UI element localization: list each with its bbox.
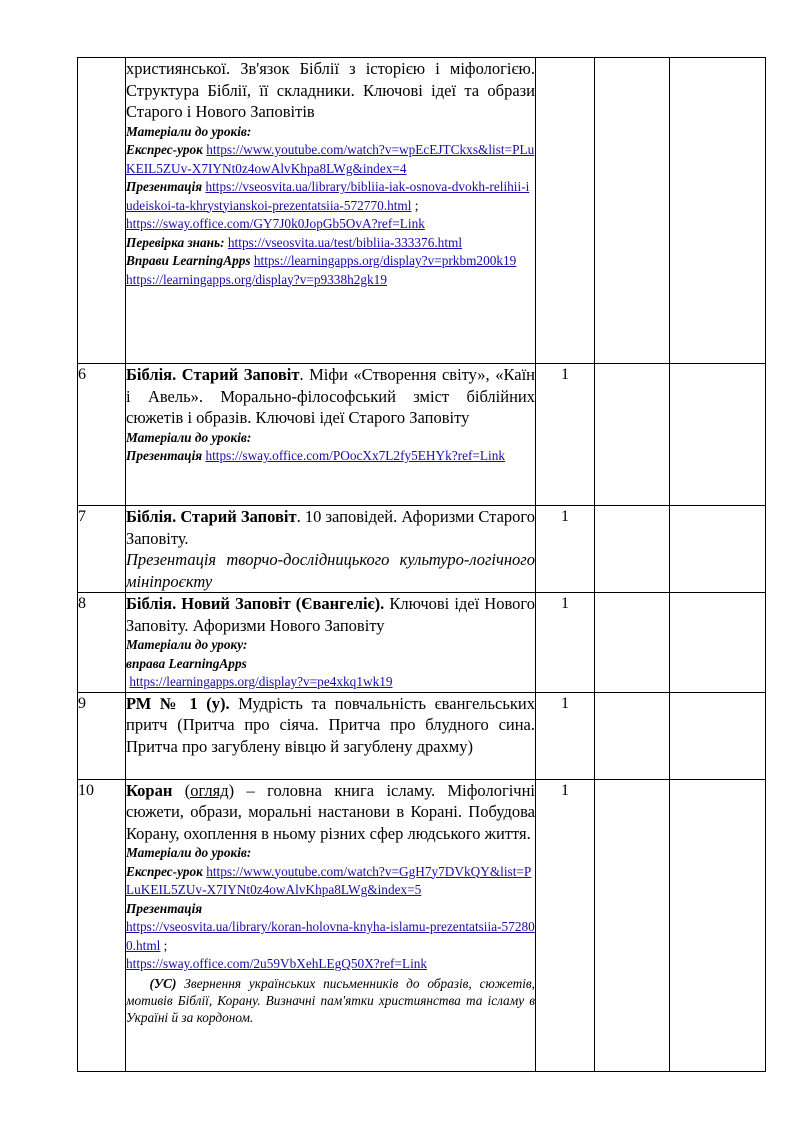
materials-label: Матеріали до уроків: <box>126 845 252 860</box>
lesson-number: 6 <box>78 364 126 506</box>
sway-link[interactable]: https://sway.office.com/2u59VbXehLEgQ50X?ref=Link <box>126 956 428 971</box>
lesson-number <box>78 58 126 364</box>
curriculum-table <box>77 57 766 1072</box>
empty-cell <box>670 506 766 593</box>
empty-cell <box>595 364 670 506</box>
lesson-title: Біблія. Новий Заповіт (Євангеліє). <box>126 594 385 613</box>
empty-cell <box>595 779 670 1071</box>
table-row <box>78 779 766 1071</box>
knowledge-check-link[interactable]: https://vseosvita.ua/test/bibliia-333376.html <box>227 234 463 250</box>
lesson-hours: 1 <box>536 779 595 1071</box>
lesson-text: християнської. Зв'язок Біблії з історією і міфологією. Структура Біблії, її складники. Ключові ідеї та образи Старого і Нового Заповітів <box>126 59 535 121</box>
presentation-label: Презентація <box>126 900 203 916</box>
note-text: (УС) Звернення українських письменників до образів, сюжетів, мотивів Біблії, Корану. Визначні пам'ятки християнства та ісламу в Україні й за кордоном. <box>126 975 535 1025</box>
empty-cell <box>595 506 670 593</box>
lesson-title: Коран <box>126 780 173 800</box>
learningapps-link[interactable]: https://learningapps.org/display?v=p9338h2gk19 <box>126 271 387 287</box>
exercise-link[interactable]: https://learningapps.org/display?v=pe4xkq1wk19 <box>129 674 393 689</box>
express-link[interactable]: https://www.youtube.com/watch?v=GgH7y7DVkQY&list=PLuKEIL5ZUv-X7IYNt0z4owAlvKhpa8LWg&index=5 <box>126 863 532 897</box>
lesson-number: 10 <box>78 779 126 1071</box>
presentation-label: Презентація <box>126 448 203 463</box>
empty-cell <box>670 779 766 1071</box>
table-row <box>78 593 766 693</box>
lesson-hours: 1 <box>536 692 595 779</box>
link-separator: ; <box>160 937 168 953</box>
express-link[interactable]: https://www.youtube.com/watch?v=wpEcEJTCkxs&list=PLuKEIL5ZUv-X7IYNt0z4owAlvKhpa8LWg&index=4 <box>126 142 535 176</box>
lesson-content <box>126 364 536 506</box>
empty-cell <box>670 593 766 693</box>
learningapps-label: Вправи LearningApps <box>126 253 251 268</box>
lesson-hours: 1 <box>536 364 595 506</box>
lesson-title: РМ № 1 (у). <box>126 693 230 713</box>
table-row <box>78 58 766 364</box>
lesson-hours <box>536 58 595 364</box>
sway-link[interactable]: https://sway.office.com/GY7J0k0JopGb5OvA?ref=Link <box>126 216 425 231</box>
empty-cell <box>595 593 670 693</box>
lesson-content <box>126 506 536 593</box>
lesson-title: Біблія. Старий Заповіт <box>126 365 300 384</box>
table-row <box>78 364 766 506</box>
project-text: Презентація творчо-дослідницького культуро-логічного мініпроєкту <box>126 550 535 591</box>
materials-label: Матеріали до уроків: <box>126 123 252 139</box>
exercise-label: вправа LearningApps <box>126 655 247 671</box>
lesson-text: Біблія. Старий Заповіт. Міфи «Створення світу», «Каїн і Авель». Морально-філософський зміст біблійних сюжетів і образів. Ключові ідеї Старого Заповіту <box>126 365 535 427</box>
materials-label: Матеріали до уроку: <box>126 637 248 652</box>
lesson-text: РМ № 1 (у). Мудрість та повчальність євангельських притч (Притча про сіяча. Притча про блудного сина. Притча про загублену вівцю й загублену драхму) <box>126 693 535 756</box>
lesson-content <box>126 58 536 364</box>
lesson-number: 8 <box>78 593 126 693</box>
lesson-number: 7 <box>78 506 126 593</box>
presentation-link[interactable]: https://sway.office.com/POocXx7L2fy5EHYk?ref=Link <box>205 448 506 463</box>
link-separator: ; <box>411 197 419 213</box>
overview-label: (огляд) <box>184 780 235 800</box>
lesson-text: Біблія. Старий Заповіт. 10 заповідей. Афоризми Старого Заповіту. <box>126 507 536 548</box>
empty-cell <box>595 58 670 364</box>
materials-label: Матеріали до уроків: <box>126 429 252 445</box>
express-label: Експрес-урок <box>126 863 203 879</box>
express-label: Експрес-урок <box>126 142 203 157</box>
lesson-content <box>126 692 536 779</box>
table-row <box>78 506 766 593</box>
lesson-number: 9 <box>78 692 126 779</box>
empty-cell <box>670 364 766 506</box>
empty-cell <box>670 692 766 779</box>
presentation-label: Презентація <box>126 179 203 194</box>
lesson-text: Біблія. Новий Заповіт (Євангеліє). Ключові ідеї Нового Заповіту. Афоризми Нового Заповіту <box>126 594 535 635</box>
empty-cell <box>670 58 766 364</box>
lesson-text: Коран (огляд) – головна книга ісламу. Міфологічні сюжети, образи, моральні настанови в Корані. Побудова Корану, охоплення в ньому різних сфер людського життя. <box>126 780 536 843</box>
note-prefix: (УС) <box>149 975 177 991</box>
learningapps-link[interactable]: https://learningapps.org/display?v=prkbm200k19 <box>253 253 517 268</box>
lesson-content <box>126 779 536 1071</box>
knowledge-check-label: Перевірка знань: <box>126 234 225 250</box>
empty-cell <box>595 692 670 779</box>
presentation-link[interactable]: https://vseosvita.ua/library/koran-holovna-knyha-islamu-prezentatsiia-572800.html <box>126 919 535 953</box>
table-row <box>78 692 766 779</box>
lesson-hours: 1 <box>536 593 595 693</box>
lesson-content <box>126 593 536 693</box>
presentation-link[interactable]: https://vseosvita.ua/library/bibliia-iak-osnova-dvokh-relihii-iudeiskoi-ta-khrystyianskoi-prezentatsiia-572770.html <box>126 179 530 213</box>
lesson-hours: 1 <box>536 506 595 593</box>
lesson-title: Біблія. Старий Заповіт <box>126 507 297 526</box>
